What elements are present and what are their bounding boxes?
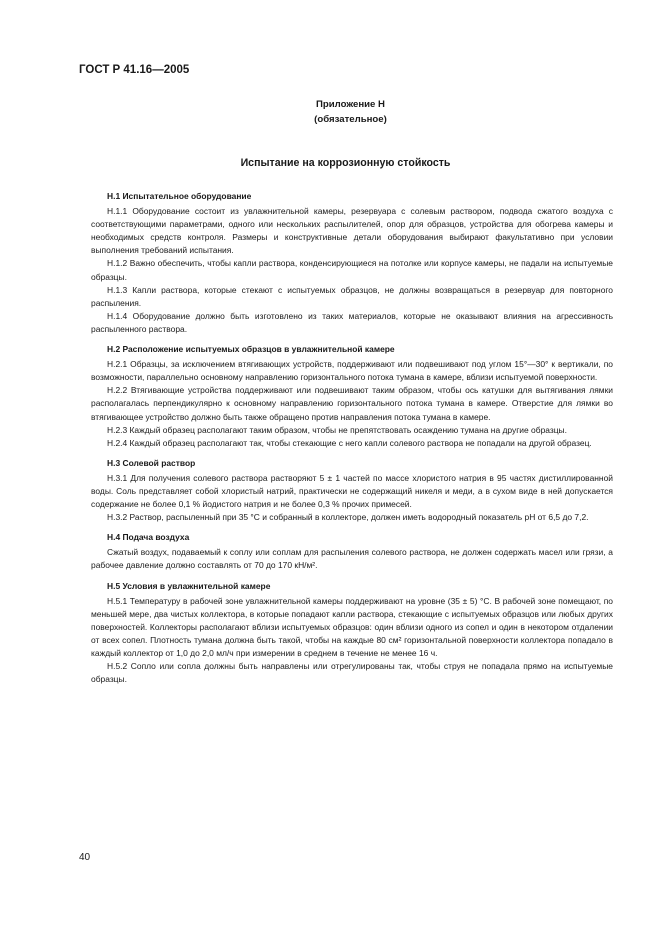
paragraph: Н.5.1 Температуру в рабочей зоне увлажнительной камеры поддерживают на уровне (35 ± 5) °С. В рабочей зоне помещают, по меньшей мере, два чистых коллектора, в которые попадают капли раствора, стекающие с испытуемых образцов или любых других поверхностей. Коллекторы располагают вблизи испытуемых образцов: один вблизи одного из сопел и один в некотором отдалении от всех сопел. Плотность тумана должна быть такой, чтобы на каждые 80 см² горизонтальной поверхности коллектора попадало в каждый коллектор от 1,0 до 2,0 мл/ч при измерении в среднем в течение не менее 16 ч. — [91, 595, 613, 658]
annex-title: Приложение Н — [316, 99, 385, 110]
section-title: Н.5 Условия в увлажнительной камере — [107, 580, 271, 591]
section — [91, 457, 613, 524]
paragraph: Н.1.1 Оборудование состоит из увлажнительной камеры, резервуара с солевым раствором, подвода сжатого воздуха с соответствующими параметрами, одного или нескольких распылителей, опор для образцов, устройства для обогрева камеры и необходимых средств контроля. Размеры и конструктивные детали оборудования выбирают факультативно при условии выполнения требований испытания. — [91, 206, 613, 256]
standard-header: ГОСТ Р 41.16—2005 — [79, 64, 190, 76]
paragraph: Н.1.2 Важно обеспечить, чтобы капли раствора, конденсирующиеся на потолке или корпусе камеры, не падали на испытуемые образцы. — [91, 258, 613, 282]
section — [91, 580, 613, 687]
paragraph: Сжатый воздух, подаваемый к соплу или соплам для распыления солевого раствора, не должен содержать масел или грязи, а рабочее давление должно составлять от 70 до 170 кН/м². — [91, 547, 613, 571]
paragraph: Н.1.4 Оборудование должно быть изготовлено из таких материалов, которые не оказывают влияния на агрессивность распыленного раствора. — [91, 310, 613, 334]
section-title: Н.2 Расположение испытуемых образцов в увлажнительной камере — [107, 344, 395, 355]
section-title: Н.3 Солевой раствор — [107, 457, 196, 468]
paragraph: Н.2.1 Образцы, за исключением втягивающих устройств, поддерживают или подвешивают под углом 15°—30° к вертикали, по возможности, параллельно основному направлению горизонтального потока тумана в камере, вблизи испытуемой поверхности. — [91, 359, 613, 383]
paragraph: Н.2.4 Каждый образец располагают так, чтобы стекающие с него капли солевого раствора не попадали на другой образец. — [107, 437, 592, 448]
section-title: Н.4 Подача воздуха — [107, 532, 190, 543]
section-title: Н.1 Испытательное оборудование — [107, 191, 252, 201]
page-number: 40 — [79, 852, 91, 863]
annex-heading — [0, 97, 661, 127]
document-title: Испытание на коррозионную стойкость — [240, 157, 451, 169]
section — [91, 190, 613, 336]
paragraph: Н.5.2 Сопло или сопла должны быть направлены или отрегулированы так, чтобы струя не попадала прямо на испытуемые образцы. — [91, 661, 613, 685]
document-body — [91, 190, 613, 693]
annex-status: (обязательное) — [314, 114, 387, 125]
paragraph: Н.3.1 Для получения солевого раствора растворяют 5 ± 1 частей по массе хлористого натрия в 95 частях дистиллированной воды. Соль представляет собой хлористый натрий, практически не содержащий никеля и меди, а в сухом виде в ней допускается содержание не более 0,1 % йодистого натрия и не более 0,3 % прочих примесей. — [91, 472, 613, 510]
paragraph: Н.3.2 Раствор, распыленный при 35 °С и собранный в коллекторе, должен иметь водородный показатель рН от 6,5 до 7,2. — [107, 512, 589, 523]
section — [91, 531, 613, 572]
paragraph: Н.2.2 Втягивающие устройства поддерживают или подвешивают таким образом, чтобы ось катушки для вытягивания лямки располагалась перпендикулярно к основному направлению горизонтального потока тумана в камере. Отверстие для лямки во втягивающее устройство должно быть также обращено против направления потока тумана в камере. — [91, 385, 613, 422]
paragraph: Н.1.3 Капли раствора, которые стекают с испытуемых образцов, не должны возвращаться в резервуар для повторного распыления. — [91, 284, 613, 308]
section — [91, 343, 613, 450]
paragraph: Н.2.3 Каждый образец располагают таким образом, чтобы не препятствовать осаждению тумана на другие образцы. — [107, 424, 567, 435]
